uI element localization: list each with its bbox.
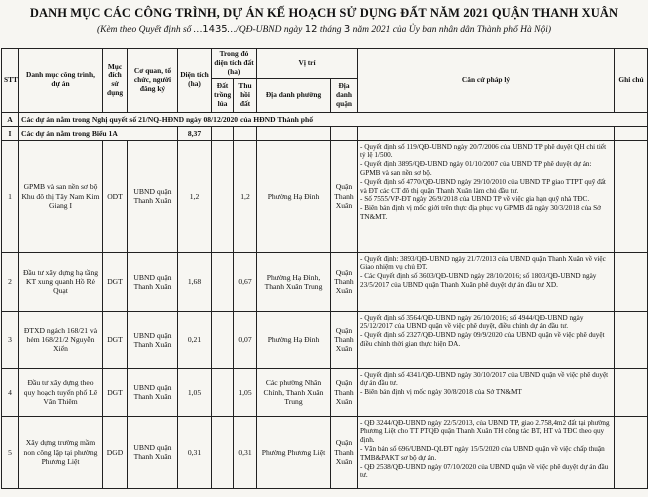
header-reclaim: Thu hồi đất [234, 78, 257, 112]
row-note [615, 140, 648, 252]
row-agency: UBND quận Thanh Xuân [128, 368, 178, 416]
row-district: Quận Thanh Xuân [331, 140, 358, 252]
empty-cell [615, 126, 648, 140]
row-rice [212, 368, 234, 416]
legal-line: - Số 7555/VP-ĐT ngày 26/9/2018 của UBND TP về việc gia hạn quỹ nhà TĐC. [360, 195, 590, 204]
row-name: ĐTXD ngách 168/21 và hẻm 168/21/2 Nguyễn Xiển [19, 311, 103, 368]
legal-line: - Các Quyết định số 3603/QĐ-UBND ngày 28/10/2016; số 1803/QĐ-UBND ngày 23/5/2017 của UBND quận Thanh Xuân phê duyệt dự án đầu tư XD. [360, 272, 597, 289]
header-district: Địa danh quận [331, 78, 358, 112]
row-ward: Phường Hạ Đình, Thanh Xuân Trung [257, 252, 331, 311]
subtitle-part4: năm 2021 của Ủy ban nhân dân Thành phố Hà Nội) [350, 25, 552, 35]
section-i-row [2, 126, 648, 140]
row-district: Quận Thanh Xuân [331, 252, 358, 311]
handwritten-decision-number: 1435 [202, 24, 228, 35]
header-area: Diện tích (ha) [178, 49, 212, 113]
document-subtitle [0, 24, 648, 35]
row-rice [212, 416, 234, 488]
row-reclaim: 0,07 [234, 311, 257, 368]
table-row [2, 140, 648, 252]
section-a-label: A [2, 112, 19, 126]
row-district: Quận Thanh Xuân [331, 368, 358, 416]
header-agency: Cơ quan, tổ chức, người đăng ký [128, 49, 178, 113]
row-note [615, 416, 648, 488]
row-note [615, 368, 648, 416]
section-a-text: Các dự án nằm trong Nghị quyết số 21/NQ-HĐND ngày 08/12/2020 của HĐND Thành phố [19, 112, 648, 126]
row-stt: 2 [2, 252, 19, 311]
section-a-row [2, 112, 648, 126]
row-legal-basis [358, 140, 615, 252]
row-purpose: ODT [103, 140, 128, 252]
row-ward: Phường Hạ Đình [257, 140, 331, 252]
row-purpose: DGD [103, 416, 128, 488]
header-area-from: Trong đó diện tích đất (ha) [212, 49, 257, 79]
row-rice [212, 140, 234, 252]
row-legal-basis [358, 368, 615, 416]
row-agency: UBND quận Thanh Xuân [128, 311, 178, 368]
section-i-label: I [2, 126, 19, 140]
row-ward: Phường Hạ Đình [257, 311, 331, 368]
legal-line: - Quyết định: 3893/QĐ-UBND ngày 21/7/2013 của UBND quận Thanh Xuân về việc Giao nhiệm vụ chủ ĐT. [360, 254, 606, 272]
empty-cell [331, 126, 358, 140]
row-agency: UBND quận Thanh Xuân [128, 140, 178, 252]
document-title: DANH MỤC CÁC CÔNG TRÌNH, DỰ ÁN KẾ HOẠCH SỬ DỤNG ĐẤT NĂM 2021 QUẬN THANH XUÂN [29, 6, 619, 20]
row-legal-basis [358, 252, 615, 311]
row-purpose: DGT [103, 252, 128, 311]
row-note [615, 252, 648, 311]
legal-line: - Quyết định số 4341/QĐ-UBND ngày 30/10/2017 của UBND quận về việc phê duyệt dự án đầu tư. [360, 370, 609, 388]
row-agency: UBND quận Thanh Xuân [128, 252, 178, 311]
row-note [615, 311, 648, 368]
row-agency: UBND quận Thanh Xuân [128, 416, 178, 488]
row-area: 1,68 [178, 252, 212, 311]
row-purpose: DGT [103, 368, 128, 416]
row-name: Đầu tư xây dựng hạ tầng KT xung quanh Hồ Rẻ Quạt [19, 252, 103, 311]
row-reclaim: 0,67 [234, 252, 257, 311]
row-legal-basis [358, 416, 615, 488]
row-reclaim: 0,31 [234, 416, 257, 488]
table-row [2, 252, 648, 311]
row-reclaim: 1,2 [234, 140, 257, 252]
legal-line: - Biên bản định vị mốc ngày 30/8/2018 của Sở TN&MT [360, 388, 522, 397]
handwritten-day: 12 [304, 24, 318, 35]
header-legal-basis: Căn cứ pháp lý [358, 49, 615, 113]
legal-line: - Quyết định số 119/QĐ-UBND ngày 20/7/2006 của UBND TP phê duyệt QH chi tiết tỷ lệ 1/500. [360, 142, 607, 160]
row-name: Xây dựng trường mầm non công lập tại phường Phương Liệt [19, 416, 103, 488]
empty-cell [234, 126, 257, 140]
row-ward: Các phường Nhân Chính, Thanh Xuân Trung [257, 368, 331, 416]
handwritten-month: 3 [343, 24, 351, 35]
row-stt: 1 [2, 140, 19, 252]
row-rice [212, 252, 234, 311]
subtitle-part2: …/QĐ-UBND ngày [227, 25, 305, 35]
header-ward: Địa danh phường [257, 78, 331, 112]
row-stt: 5 [2, 416, 19, 488]
legal-line: - Quyết định số 4770/QĐ-UBND ngày 29/10/2010 của UBND TP giao TTPT quỹ đất và ĐT các CT đô thị quận Thanh Xuân làm chủ đầu tư. [360, 177, 606, 195]
section-i-area: 8,37 [178, 126, 212, 140]
subtitle-part1: (Kèm theo Quyết định số … [96, 25, 203, 35]
legal-line: - QĐ 2538/QĐ-UBND ngày 07/10/2020 của UBND quận về việc phê duyệt dự án đầu tư. [360, 462, 609, 480]
row-district: Quận Thanh Xuân [331, 416, 358, 488]
row-rice [212, 311, 234, 368]
row-area: 1,2 [178, 140, 212, 252]
row-area: 1,05 [178, 368, 212, 416]
row-name: Đầu tư xây dựng theo quy hoạch tuyến phố Lê Văn Thiêm [19, 368, 103, 416]
row-area: 0,21 [178, 311, 212, 368]
section-i-text: Các dự án nằm trong Biểu 1A [19, 126, 178, 140]
header-row-1 [2, 49, 648, 79]
row-stt: 3 [2, 311, 19, 368]
row-legal-basis [358, 311, 615, 368]
table-row [2, 368, 648, 416]
row-ward: Phường Phương Liệt [257, 416, 331, 488]
header-stt: STT [2, 49, 19, 113]
row-name: GPMB và san nền sơ bộ Khu đô thị Tây Nam Kim Giang I [19, 140, 103, 252]
project-table [1, 48, 648, 489]
empty-cell [257, 126, 331, 140]
row-district: Quận Thanh Xuân [331, 311, 358, 368]
row-area: 0,31 [178, 416, 212, 488]
header-rice-land: Đất trồng lúa [212, 78, 234, 112]
legal-line: - Quyết định số 2327/QĐ-UBND ngày 09/9/2020 của UBND quận về việc phê duyệt điều chỉnh thời gian thực hiện DA. [360, 331, 605, 348]
row-reclaim: 1,05 [234, 368, 257, 416]
header-purpose: Mục đích sử dụng [103, 49, 128, 113]
subtitle-part3: tháng [317, 25, 344, 35]
table-row [2, 416, 648, 488]
legal-line: - QĐ 3244/QĐ-UBND ngày 22/5/2013, của UBND TP, giao 2.758,4m2 đất tại phường Phương Liệt cho TT PTQĐ quận Thanh Xuân TH công tác BT, HT và TĐC theo quy định. [360, 418, 610, 445]
legal-line: - Biên bản định vị mốc giới trên thực địa phục vụ GPMB đã ngày 30/3/2018 của Sở TN&MT. [360, 204, 601, 221]
row-stt: 4 [2, 368, 19, 416]
header-location: Vị trí [257, 49, 358, 79]
empty-cell [212, 126, 234, 140]
header-note: Ghi chú [615, 49, 648, 113]
row-purpose: DGT [103, 311, 128, 368]
legal-line: - Quyết định số 3564/QĐ-UBND ngày 26/10/2016; số 4944/QĐ-UBND ngày 25/12/2017 của UBND quận về việc phê duyệt, điều chỉnh dự án đầu tư. [360, 313, 584, 331]
header-name: Danh mục công trình, dự án [19, 49, 103, 113]
legal-line: - Văn bản số 696/UBND-QLĐT ngày 15/5/2020 của UBND quận về việc chấp thuận TMB&PAKT sơ bộ dự án. [360, 444, 605, 462]
empty-cell [358, 126, 615, 140]
legal-line: - Quyết định 3895/QĐ-UBND ngày 01/10/2007 của UBND TP phê duyệt dự án: GPMB và san nền sơ bộ. [360, 160, 592, 177]
table-row [2, 311, 648, 368]
